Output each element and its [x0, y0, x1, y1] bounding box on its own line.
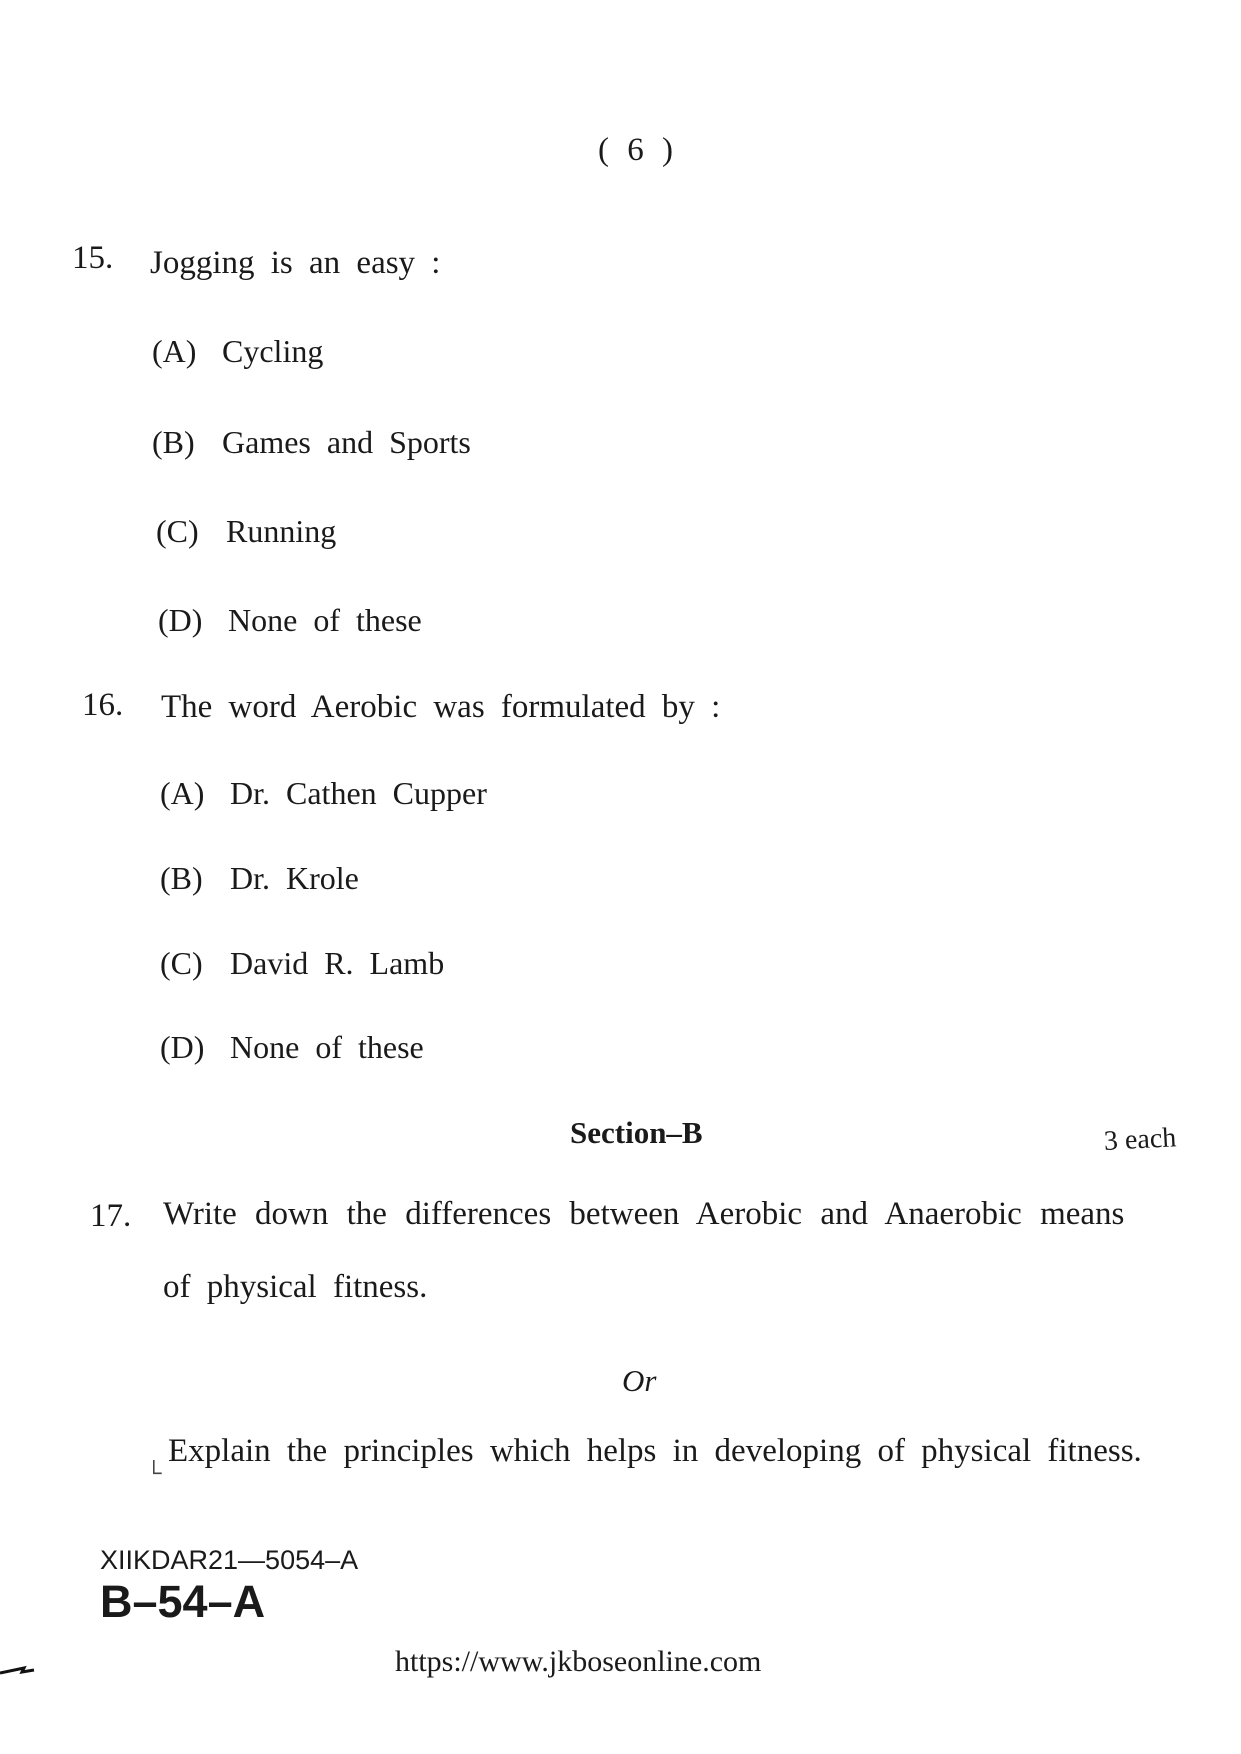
marks-label: 3 each [1103, 1122, 1177, 1157]
option-letter: (C) [160, 945, 203, 981]
option-item [160, 860, 359, 897]
option-letter: (A) [152, 333, 197, 369]
option-text: David R. Lamb [230, 945, 445, 981]
question-text-line: Write down the differences between Aerobic and Anaerobic means [163, 1196, 1125, 1232]
option-letter: (B) [160, 860, 203, 896]
question-text: Jogging is an easy : [150, 245, 441, 281]
option-text: Dr. Krole [230, 860, 359, 896]
option-text: Dr. Cathen Cupper [230, 775, 487, 811]
option-item [160, 775, 487, 812]
paper-code: XIIKDAR21—5054–A [100, 1545, 359, 1575]
option-letter: (B) [152, 424, 195, 460]
option-letter: (D) [158, 602, 203, 638]
option-text: Running [226, 513, 337, 549]
option-letter: (C) [156, 513, 199, 549]
option-item [156, 513, 336, 550]
question-number: 16. [82, 687, 124, 723]
option-text: None of these [228, 602, 422, 638]
option-item [160, 945, 444, 982]
alternative-question-text: Explain the principles which helps in developing of physical fitness. [168, 1433, 1142, 1469]
booklet-code: B–54–A [100, 1576, 266, 1627]
question-number: 17. [90, 1198, 132, 1234]
option-text: None of these [230, 1029, 424, 1065]
footer-url: https://www.jkboseonline.com [395, 1645, 762, 1678]
option-text: Games and Sports [222, 424, 471, 460]
option-letter: (D) [160, 1029, 205, 1065]
page-number: ( 6 ) [598, 132, 673, 168]
or-divider: Or [622, 1363, 657, 1398]
option-item [152, 424, 471, 461]
option-letter: (A) [160, 775, 205, 811]
option-item [152, 333, 323, 370]
question-text-line: of physical fitness. [163, 1269, 428, 1305]
question-number: 15. [72, 240, 114, 276]
option-text: Cycling [222, 333, 324, 369]
scan-mark-icon [0, 1665, 36, 1679]
option-item [158, 602, 422, 639]
question-text: The word Aerobic was formulated by : [161, 689, 721, 725]
pen-mark-icon: └ [146, 1460, 162, 1485]
option-item [160, 1029, 424, 1066]
section-title: Section–B [570, 1115, 703, 1150]
